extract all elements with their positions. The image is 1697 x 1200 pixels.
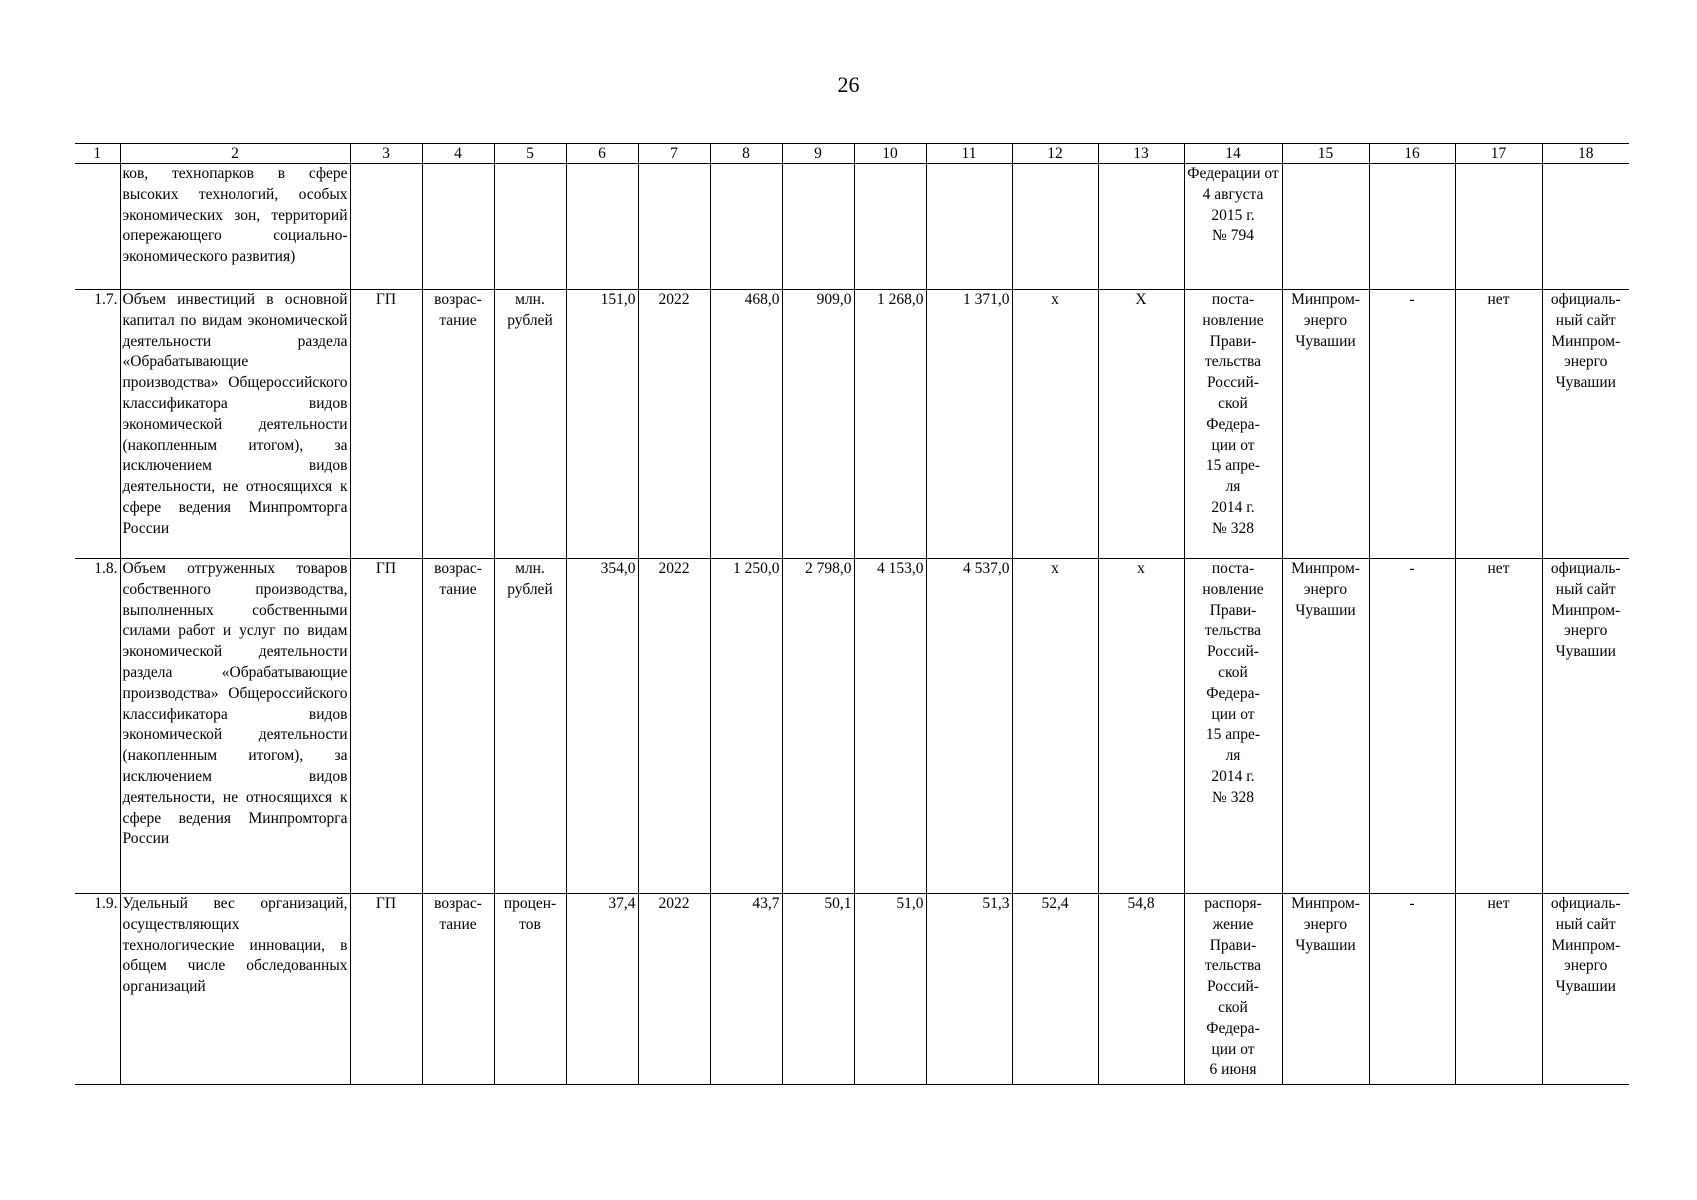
value-col-8: 1 250,0 bbox=[710, 559, 782, 894]
value-col-12 bbox=[1012, 164, 1098, 290]
trend: возрас- тание bbox=[422, 894, 494, 1085]
info-source: официаль- ный сайт Минпром- энерго Чувашии bbox=[1542, 894, 1629, 1085]
legal-document: поста- новление Прави- тельства Россий- ской Федера- ции от 15 апре- ля 2014 г. № 328 bbox=[1184, 559, 1282, 894]
value-col-13: х bbox=[1098, 559, 1184, 894]
responsible-body: Минпром- энерго Чувашии bbox=[1282, 559, 1369, 894]
responsible-body: Минпром- энерго Чувашии bbox=[1282, 290, 1369, 559]
value-col-17 bbox=[1455, 164, 1542, 290]
program-type bbox=[350, 164, 422, 290]
responsible-body: Минпром- энерго Чувашии bbox=[1282, 894, 1369, 1085]
value-col-8: 468,0 bbox=[710, 290, 782, 559]
value-col-10 bbox=[854, 164, 926, 290]
indicator-name: Объем отгруженных товаров собственного производства, выполненных собственными силами работ и услуг по видам экономической деятельности раздела «Обрабатывающие производства» Общероссийского классификатора видов экономической деятельности (накопленным итогом), за исключением видов деятельности, не относящихся к сфере ведения Минпромторга России bbox=[120, 559, 350, 894]
header-cell: 16 bbox=[1369, 144, 1455, 164]
header-cell: 12 bbox=[1012, 144, 1098, 164]
header-cell: 10 bbox=[854, 144, 926, 164]
value-col-9 bbox=[782, 164, 854, 290]
unit: млн. рублей bbox=[494, 290, 566, 559]
value-col-12: х bbox=[1012, 559, 1098, 894]
row-number: 1.8. bbox=[75, 559, 120, 894]
trend: возрас- тание bbox=[422, 559, 494, 894]
header-cell: 13 bbox=[1098, 144, 1184, 164]
table-row bbox=[75, 559, 1629, 894]
table-row bbox=[75, 894, 1629, 1085]
value-col-9: 50,1 bbox=[782, 894, 854, 1085]
unit: млн. рублей bbox=[494, 559, 566, 894]
legal-document: Федерации от 4 августа 2015 г. № 794 bbox=[1184, 164, 1282, 290]
row-number bbox=[75, 164, 120, 290]
value-col-16: - bbox=[1369, 894, 1455, 1085]
program-type: ГП bbox=[350, 559, 422, 894]
legal-document: поста- новление Прави- тельства Россий- ской Федера- ции от 15 апре- ля 2014 г. № 328 bbox=[1184, 290, 1282, 559]
info-source: официаль- ный сайт Минпром- энерго Чувашии bbox=[1542, 290, 1629, 559]
value-col-10: 4 153,0 bbox=[854, 559, 926, 894]
indicator-name: Удельный вес организаций, осуществляющих технологические инновации, в общем числе обследованных организаций bbox=[120, 894, 350, 1085]
value-col-13 bbox=[1098, 164, 1184, 290]
header-row bbox=[75, 144, 1629, 164]
value-col-12: х bbox=[1012, 290, 1098, 559]
base-value bbox=[566, 164, 638, 290]
value-col-17: нет bbox=[1455, 290, 1542, 559]
value-col-16 bbox=[1369, 164, 1455, 290]
header-cell: 1 bbox=[75, 144, 120, 164]
value-col-10: 1 268,0 bbox=[854, 290, 926, 559]
header-cell: 9 bbox=[782, 144, 854, 164]
value-col-17: нет bbox=[1455, 894, 1542, 1085]
header-cell: 3 bbox=[350, 144, 422, 164]
unit bbox=[494, 164, 566, 290]
program-type: ГП bbox=[350, 290, 422, 559]
base-year bbox=[638, 164, 710, 290]
header-cell: 15 bbox=[1282, 144, 1369, 164]
value-col-16: - bbox=[1369, 559, 1455, 894]
row-number: 1.7. bbox=[75, 290, 120, 559]
base-value: 354,0 bbox=[566, 559, 638, 894]
indicator-name: Объем инвестиций в основной капитал по видам экономической деятельности раздела «Обрабатывающие производства» Общероссийского классификатора видов экономической деятельности (накопленным итогом), за исключением видов деятельности, не относящихся к сфере ведения Минпромторга России bbox=[120, 290, 350, 559]
base-value: 37,4 bbox=[566, 894, 638, 1085]
value-col-11: 1 371,0 bbox=[926, 290, 1012, 559]
legal-document: распоря- жение Прави- тельства Россий- ской Федера- ции от 6 июня bbox=[1184, 894, 1282, 1085]
table-row bbox=[75, 290, 1629, 559]
value-col-8: 43,7 bbox=[710, 894, 782, 1085]
header-cell: 18 bbox=[1542, 144, 1629, 164]
value-col-11: 51,3 bbox=[926, 894, 1012, 1085]
header-cell: 2 bbox=[120, 144, 350, 164]
base-year: 2022 bbox=[638, 290, 710, 559]
indicators-table bbox=[75, 143, 1629, 1085]
header-cell: 7 bbox=[638, 144, 710, 164]
info-source: официаль- ный сайт Минпром- энерго Чувашии bbox=[1542, 559, 1629, 894]
value-col-17: нет bbox=[1455, 559, 1542, 894]
table-row bbox=[75, 164, 1629, 290]
header-cell: 4 bbox=[422, 144, 494, 164]
header-cell: 11 bbox=[926, 144, 1012, 164]
base-year: 2022 bbox=[638, 559, 710, 894]
header-cell: 5 bbox=[494, 144, 566, 164]
value-col-13: Х bbox=[1098, 290, 1184, 559]
header-cell: 8 bbox=[710, 144, 782, 164]
header-cell: 6 bbox=[566, 144, 638, 164]
header-cell: 17 bbox=[1455, 144, 1542, 164]
trend: возрас- тание bbox=[422, 290, 494, 559]
value-col-10: 51,0 bbox=[854, 894, 926, 1085]
responsible-body bbox=[1282, 164, 1369, 290]
trend bbox=[422, 164, 494, 290]
program-type: ГП bbox=[350, 894, 422, 1085]
row-number: 1.9. bbox=[75, 894, 120, 1085]
value-col-8 bbox=[710, 164, 782, 290]
value-col-11: 4 537,0 bbox=[926, 559, 1012, 894]
value-col-12: 52,4 bbox=[1012, 894, 1098, 1085]
indicator-name: ков, технопарков в сфере высоких технологий, особых экономических зон, территорий опережающего социально-экономического развития) bbox=[120, 164, 350, 290]
value-col-9: 2 798,0 bbox=[782, 559, 854, 894]
unit: процен- тов bbox=[494, 894, 566, 1085]
info-source bbox=[1542, 164, 1629, 290]
value-col-11 bbox=[926, 164, 1012, 290]
header-cell: 14 bbox=[1184, 144, 1282, 164]
value-col-16: - bbox=[1369, 290, 1455, 559]
base-value: 151,0 bbox=[566, 290, 638, 559]
base-year: 2022 bbox=[638, 894, 710, 1085]
value-col-9: 909,0 bbox=[782, 290, 854, 559]
page-number: 26 bbox=[837, 72, 860, 97]
value-col-13: 54,8 bbox=[1098, 894, 1184, 1085]
